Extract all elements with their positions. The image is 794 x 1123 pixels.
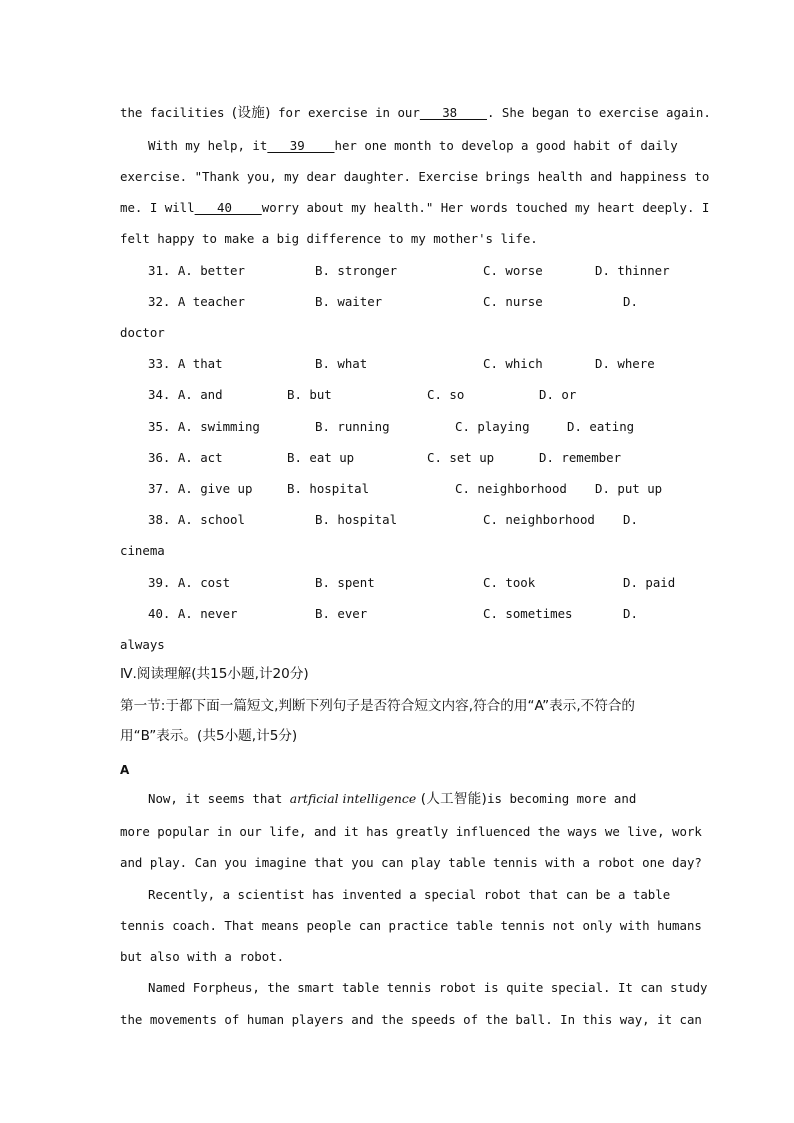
passage-line-4: me. I will 40 worry about my health." Her words touched my heart deeply. I [120, 200, 710, 215]
passage-line-5: felt happy to make a big difference to my mother's life. [120, 231, 538, 246]
reading-p3-line-2: the movements of human players and the speeds of the ball. In this way, it can [120, 1012, 702, 1027]
section-instructions-line-2: 用“B”表示。(共5小题,计5分) [120, 728, 298, 744]
question-38-c: C. neighborhood [483, 512, 595, 527]
question-37-b: B. hospital [287, 481, 370, 496]
question-36-a: 36. A. act [148, 450, 223, 465]
question-38-d-wrap: cinema [120, 543, 165, 558]
question-34-b: B. but [287, 387, 332, 402]
reading-p2-line-2: tennis coach. That means people can practice table tennis not only with humans [120, 918, 702, 933]
question-32-d-wrap: doctor [120, 325, 165, 340]
question-33-d: D. where [595, 356, 655, 371]
question-35-b: B. running [315, 419, 390, 434]
question-33-c: C. which [483, 356, 543, 371]
question-40-c: C. sometimes [483, 606, 573, 621]
passage-line-2: With my help, it 39 her one month to develop a good habit of daily [148, 138, 678, 153]
passage-line-1: the facilities (设施) for exercise in our 38 . She began to exercise again. [120, 105, 711, 121]
question-40-d: D. [623, 606, 638, 621]
passage-label: A [120, 763, 130, 777]
question-34-a: 34. A. and [148, 387, 223, 402]
reading-p2-line-1: Recently, a scientist has invented a special robot that can be a table [148, 887, 671, 902]
question-39-a: 39. A. cost [148, 575, 231, 590]
question-38-a: 38. A. school [148, 512, 245, 527]
reading-p2-line-3: but also with a robot. [120, 949, 285, 964]
question-35-a: 35. A. swimming [148, 419, 260, 434]
question-35-c: C. playing [455, 419, 530, 434]
question-39-d: D. paid [623, 575, 676, 590]
blank-39: 39 [267, 138, 335, 153]
question-35-d: D. eating [567, 419, 635, 434]
ai-term: artficial intelligence [289, 791, 417, 806]
question-31-b: B. stronger [315, 263, 398, 278]
question-31-c: C. worse [483, 263, 543, 278]
blank-40: 40 [194, 200, 262, 215]
question-38-b: B. hospital [315, 512, 398, 527]
question-34-c: C. so [427, 387, 465, 402]
question-36-d: D. remember [539, 450, 622, 465]
section-instructions-line-1: 第一节:于都下面一篇短文,判断下列句子是否符合短文内容,符合的用“A”表示,不符合的 [120, 698, 636, 714]
question-32-c: C. nurse [483, 294, 543, 309]
reading-p3-line-1: Named Forpheus, the smart table tennis robot is quite special. It can study [148, 980, 708, 995]
question-40-b: B. ever [315, 606, 368, 621]
passage-line-3: exercise. "Thank you, my dear daughter. Exercise brings health and happiness to [120, 169, 710, 184]
section-title: Ⅳ.阅读理解(共15小题,计20分) [120, 666, 309, 682]
question-36-b: B. eat up [287, 450, 355, 465]
reading-p1-line-3: and play. Can you imagine that you can play table tennis with a robot one day? [120, 855, 702, 870]
question-31-d: D. thinner [595, 263, 670, 278]
question-40-a: 40. A. never [148, 606, 238, 621]
question-36-c: C. set up [427, 450, 495, 465]
reading-p1-line-1: Now, it seems that artficial intelligence (人工智能)is becoming more and [148, 791, 637, 807]
question-32-d: D. [623, 294, 638, 309]
question-37-a: 37. A. give up [148, 481, 253, 496]
question-33-a: 33. A that [148, 356, 223, 371]
reading-p1-line-2: more popular in our life, and it has greatly influenced the ways we live, work [120, 824, 702, 839]
question-37-d: D. put up [595, 481, 663, 496]
question-34-d: D. or [539, 387, 577, 402]
question-37-c: C. neighborhood [455, 481, 567, 496]
question-32-b: B. waiter [315, 294, 383, 309]
blank-38: 38 [419, 105, 487, 120]
question-40-d-wrap: always [120, 637, 165, 652]
question-39-c: C. took [483, 575, 536, 590]
question-31-a: 31. A. better [148, 263, 245, 278]
question-32-a: 32. A teacher [148, 294, 245, 309]
question-38-d: D. [623, 512, 638, 527]
question-33-b: B. what [315, 356, 368, 371]
question-39-b: B. spent [315, 575, 375, 590]
